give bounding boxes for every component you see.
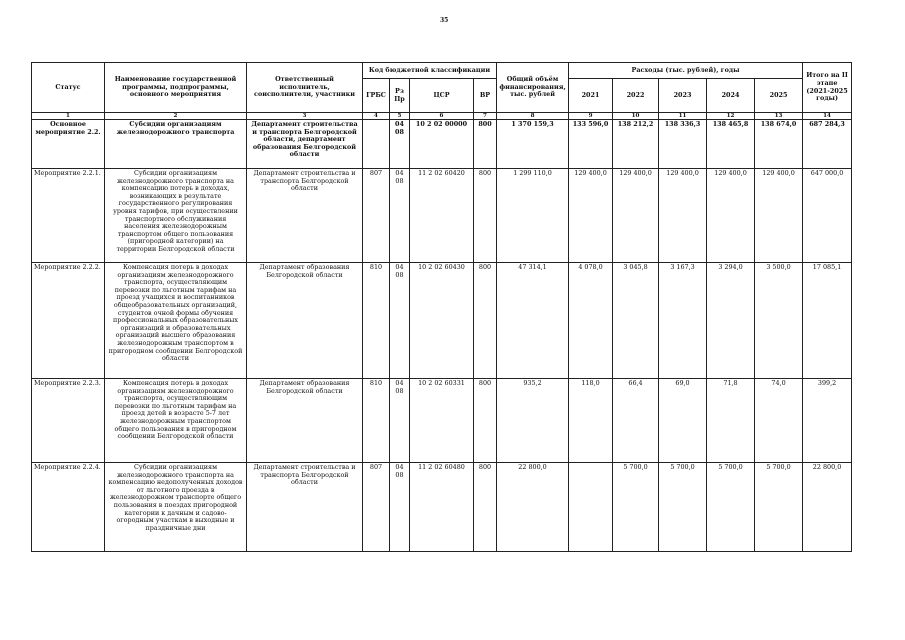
column-numbers-row: [32, 113, 852, 120]
row-2025: 3 500,0: [755, 263, 803, 379]
row-executor: Департамент образования Белгородской области: [247, 263, 363, 379]
row-vr: 800: [474, 463, 497, 552]
row-2021: 118,0: [569, 379, 613, 463]
header-total-volume: Общий объём финансирования, тыс. рублей: [497, 63, 569, 113]
row-total: 22 800,0: [497, 463, 569, 552]
row-csr: 11 2 02 60480: [410, 463, 474, 552]
row-2021: 133 596,0: [569, 120, 613, 169]
row-stage-total: 22 800,0: [803, 463, 852, 552]
row-2025: 138 674,0: [755, 120, 803, 169]
row-grbs: 810: [363, 263, 390, 379]
row-2024: 3 294,0: [707, 263, 755, 379]
row-name: Субсидии организациям железнодорожного транспорта на компенсацию недополученных доходов от льготного проезда в железнодорожном транспорте общего пользования в поездах пригородной категории к дачным и садово-огородным участкам в выходные и праздничные дни: [105, 463, 247, 552]
row-vr: 800: [474, 263, 497, 379]
row-executor: Департамент строительства и транспорта Белгородской области, департамент образования Белгородской области: [247, 120, 363, 169]
row-csr: 11 2 02 60420: [410, 169, 474, 263]
row-executor: Департамент образования Белгородской области: [247, 379, 363, 463]
header-year-2022: 2022: [613, 79, 659, 113]
row-rzpr: 04 08: [390, 169, 410, 263]
row-2023: 3 167,3: [659, 263, 707, 379]
column-number: 13: [755, 113, 803, 120]
row-2021: 129 400,0: [569, 169, 613, 263]
row-status: Мероприятие 2.2.4.: [32, 463, 105, 552]
row-2021: [569, 463, 613, 552]
header-vr: ВР: [474, 79, 497, 113]
row-name: Компенсация потерь в доходах организациям железнодорожного транспорта, осуществляющим перевозки по льготным тарифам на проезд учащихся и воспитанников общеобразовательных организаций, студентов очной формы обучения профессиональных образовательных организаций и образовательных организаций высшего образования железнодорожным транспортом в пригородном сообщении Белгородской области: [105, 263, 247, 379]
row-stage-total: 687 284,3: [803, 120, 852, 169]
row-name: Субсидии организациям железнодорожного транспорта: [105, 120, 247, 169]
budget-table: [31, 62, 852, 552]
row-2024: 138 465,8: [707, 120, 755, 169]
row-total: 47 314,1: [497, 263, 569, 379]
row-status: Основное мероприятие 2.2.: [32, 120, 105, 169]
row-stage-total: 17 085,1: [803, 263, 852, 379]
header-executor: Ответственный исполнитель, соисполнители, участники: [247, 63, 363, 113]
row-2024: 129 400,0: [707, 169, 755, 263]
row-csr: 10 2 02 00000: [410, 120, 474, 169]
row-status: Мероприятие 2.2.2.: [32, 263, 105, 379]
header-budget-code: Код бюджетной классификации: [363, 63, 497, 79]
column-number: 14: [803, 113, 852, 120]
header-grbs: ГРБС: [363, 79, 390, 113]
row-2024: 5 700,0: [707, 463, 755, 552]
column-number: 9: [569, 113, 613, 120]
row-status: Мероприятие 2.2.1.: [32, 169, 105, 263]
row-total: 1 370 159,3: [497, 120, 569, 169]
row-executor: Департамент строительства и транспорта Белгородской области: [247, 463, 363, 552]
column-number: 2: [105, 113, 247, 120]
column-number: 5: [390, 113, 410, 120]
row-stage-total: 647 000,0: [803, 169, 852, 263]
row-rzpr: 04 08: [390, 263, 410, 379]
header-year-2025: 2025: [755, 79, 803, 113]
row-name: Компенсация потерь в доходах организациям железнодорожного транспорта, осуществляющим перевозки по льготным тарифам на проезд детей в возрасте 5-7 лет железнодорожным транспортом общего пользования в пригородном сообщении Белгородской области: [105, 379, 247, 463]
row-executor: Департамент строительства и транспорта Белгородской области: [247, 169, 363, 263]
row-2025: 74,0: [755, 379, 803, 463]
header-csr: ЦСР: [410, 79, 474, 113]
header-expenses: Расходы (тыс. рублей), годы: [569, 63, 803, 79]
row-2025: 129 400,0: [755, 169, 803, 263]
table-row: [32, 263, 852, 379]
row-rzpr: 04 08: [390, 379, 410, 463]
header-row-1: [32, 63, 852, 79]
row-2023: 69,0: [659, 379, 707, 463]
header-year-2023: 2023: [659, 79, 707, 113]
row-total: 1 299 110,0: [497, 169, 569, 263]
column-number: 1: [32, 113, 105, 120]
row-stage-total: 399,2: [803, 379, 852, 463]
row-2023: 129 400,0: [659, 169, 707, 263]
column-number: 11: [659, 113, 707, 120]
row-rzpr: 04 08: [390, 463, 410, 552]
row-csr: 10 2 02 60430: [410, 263, 474, 379]
column-number: 6: [410, 113, 474, 120]
row-name: Субсидии организациям железнодорожного транспорта на компенсацию потерь в доходах, возникающих в результате государственного регулирования уровня тарифов, при осуществлении транспортного обслуживания населения железнодорожным транспортом общего пользования (пригородной категории) на территории Белгородской области: [105, 169, 247, 263]
header-year-2021: 2021: [569, 79, 613, 113]
row-2022: 138 212,2: [613, 120, 659, 169]
header-stage-total: Итого на II этапе (2021-2025 годы): [803, 63, 852, 113]
row-2022: 3 045,8: [613, 263, 659, 379]
row-csr: 10 2 02 60331: [410, 379, 474, 463]
row-2025: 5 700,0: [755, 463, 803, 552]
row-2023: 138 336,3: [659, 120, 707, 169]
header-rzpr: Рз Пр: [390, 79, 410, 113]
row-grbs: 807: [363, 463, 390, 552]
row-2021: 4 078,0: [569, 263, 613, 379]
table-row: [32, 463, 852, 552]
column-number: 4: [363, 113, 390, 120]
row-vr: 800: [474, 379, 497, 463]
table-row: [32, 379, 852, 463]
row-grbs: [363, 120, 390, 169]
column-number: 7: [474, 113, 497, 120]
header-name: Наименование государственной программы, подпрограммы, основного мероприятия: [105, 63, 247, 113]
row-rzpr: 04 08: [390, 120, 410, 169]
column-number: 8: [497, 113, 569, 120]
row-vr: 800: [474, 120, 497, 169]
header-year-2024: 2024: [707, 79, 755, 113]
row-status: Мероприятие 2.2.3.: [32, 379, 105, 463]
row-2022: 5 700,0: [613, 463, 659, 552]
row-total: 935,2: [497, 379, 569, 463]
row-2023: 5 700,0: [659, 463, 707, 552]
row-grbs: 810: [363, 379, 390, 463]
column-number: 12: [707, 113, 755, 120]
row-2024: 71,8: [707, 379, 755, 463]
header-status: Статус: [32, 63, 105, 113]
column-number: 10: [613, 113, 659, 120]
row-2022: 66,4: [613, 379, 659, 463]
table-row: [32, 169, 852, 263]
row-2022: 129 400,0: [613, 169, 659, 263]
row-vr: 800: [474, 169, 497, 263]
column-number: 3: [247, 113, 363, 120]
page-number: 35: [440, 17, 449, 24]
table-row: [32, 120, 852, 169]
row-grbs: 807: [363, 169, 390, 263]
